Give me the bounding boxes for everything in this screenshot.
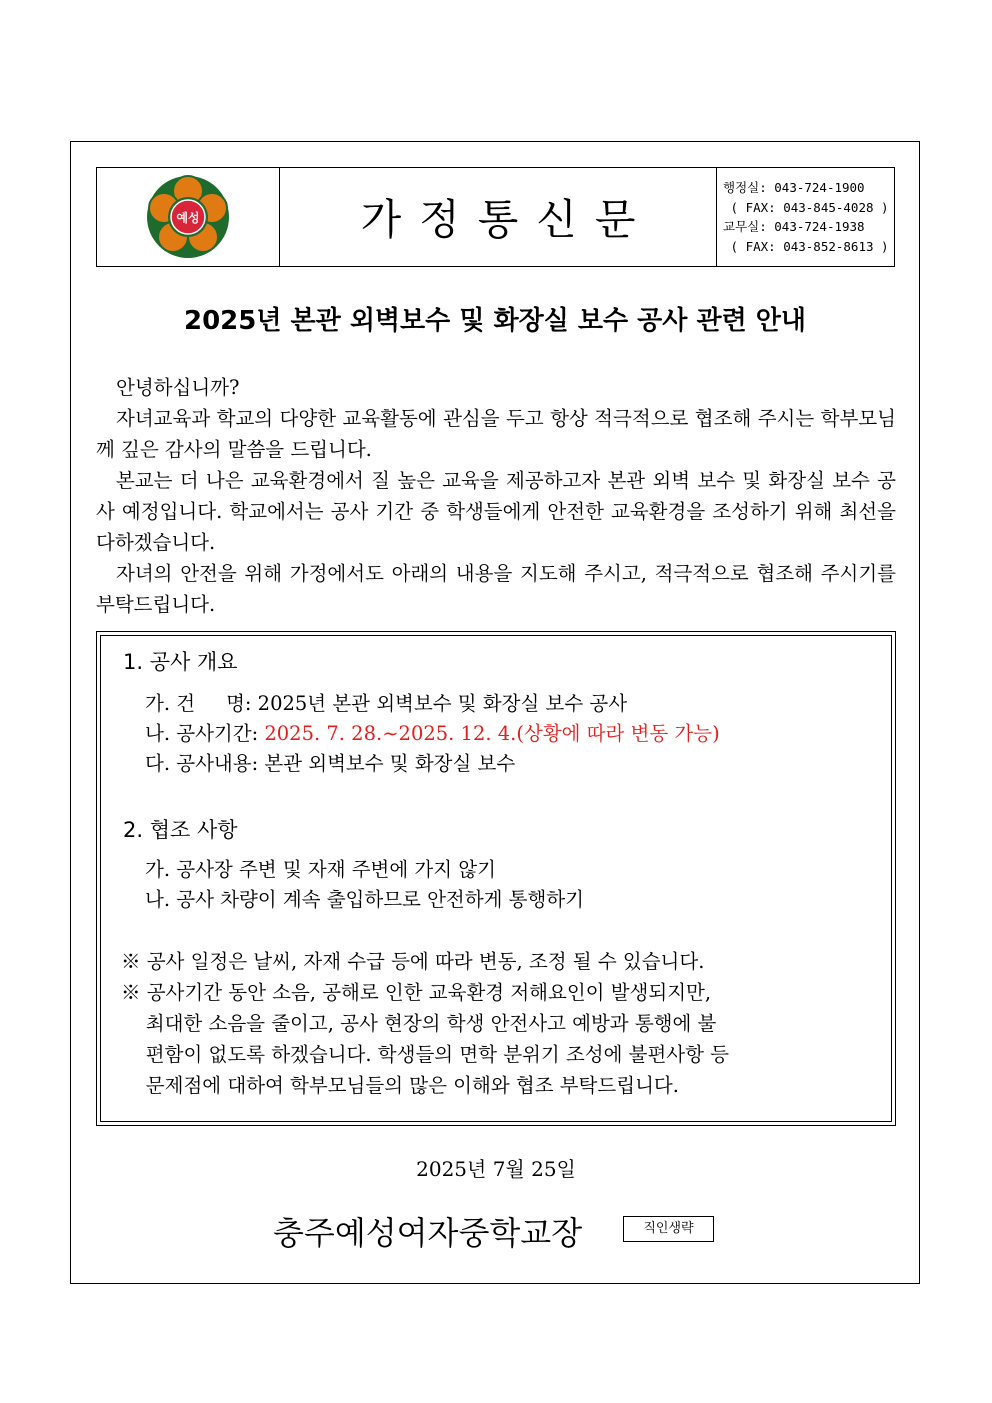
contact-line: 교무실: 043-724-1938 (723, 219, 865, 234)
overview-item-period: 나. 공사기간: 2025. 7. 28.∼2025. 12. 4.(상황에 따라 변동 가능) (145, 722, 720, 745)
contact-line: 행정실: 043-724-1900 (723, 180, 865, 195)
note-line: ※ 공사기간 동안 소음, 공해로 인한 교육환경 저해요인이 발생되지만, (121, 981, 712, 1004)
body-text (96, 372, 896, 620)
details-box-inner (100, 635, 892, 1122)
school-emblem-icon (146, 175, 230, 259)
note-line: 최대한 소음을 줄이고, 공사 현장의 학생 안전사고 예방과 통행에 불 (121, 1012, 717, 1035)
document-title: 2025년 본관 외벽보수 및 화장실 보수 공사 관련 안내 (184, 306, 806, 336)
note-line: 편함이 없도록 하겠습니다. 학생들의 면학 분위기 조성에 불편사항 등 (121, 1043, 730, 1066)
contact-line: ( FAX: 043-852-8613 ) (723, 238, 889, 254)
period-value: 2025. 7. 28.∼2025. 12. 4.(상황에 따라 변동 가능) (264, 722, 720, 745)
details-box (96, 631, 896, 1126)
cooperation-item: 나. 공사 차량이 계속 출입하므로 안전하게 통행하기 (145, 888, 584, 911)
section-title: 1. 공사 개요 (123, 650, 238, 674)
seal-omitted-stamp: 직인생략 (623, 1216, 714, 1242)
paragraph: 본교는 더 나은 교육환경에서 질 높은 교육을 제공하고자 본관 외벽 보수 및 화장실 보수 공사 예정입니다. 학교에서는 공사 기간 중 학생들에게 안전한 교육환경을 조성하기 위해 최선을 다하겠습니다. (96, 469, 896, 554)
issue-date: 2025년 7월 25일 (416, 1157, 576, 1181)
paragraph: 자녀의 안전을 위해 가정에서도 아래의 내용을 지도해 주시고, 적극적으로 협조해 주시기를 부탁드립니다. (96, 562, 896, 616)
school-logo (97, 168, 280, 266)
page-title: 가정통신문 (360, 195, 654, 244)
overview-item-name: 가. 건 명: 2025년 본관 외벽보수 및 화장실 보수 공사 (145, 692, 628, 715)
paragraph: 자녀교육과 학교의 다양한 교육활동에 관심을 두고 항상 적극적으로 협조해 주시는 학부모님께 깊은 감사의 말씀을 드립니다. (96, 407, 896, 461)
overview-item-content: 다. 공사내용: 본관 외벽보수 및 화장실 보수 (145, 752, 516, 775)
cooperation-item: 가. 공사장 주변 및 자재 주변에 가지 않기 (145, 858, 496, 881)
paragraph: 안녕하십니까? (116, 376, 240, 399)
svg-text:예성: 예성 (176, 211, 200, 225)
contact-info (717, 168, 894, 266)
section-title: 2. 협조 사항 (123, 818, 238, 842)
title-cell (280, 168, 717, 266)
principal-signature: 충주예성여자중학교장 (273, 1214, 583, 1252)
contact-line: ( FAX: 043-845-4028 ) (723, 199, 889, 215)
note-line: ※ 공사 일정은 날씨, 자재 수급 등에 따라 변동, 조정 될 수 있습니다. (121, 950, 705, 973)
letter-header (96, 167, 895, 267)
note-line: 문제점에 대하여 학부모님들의 많은 이해와 협조 부탁드립니다. (121, 1074, 679, 1097)
